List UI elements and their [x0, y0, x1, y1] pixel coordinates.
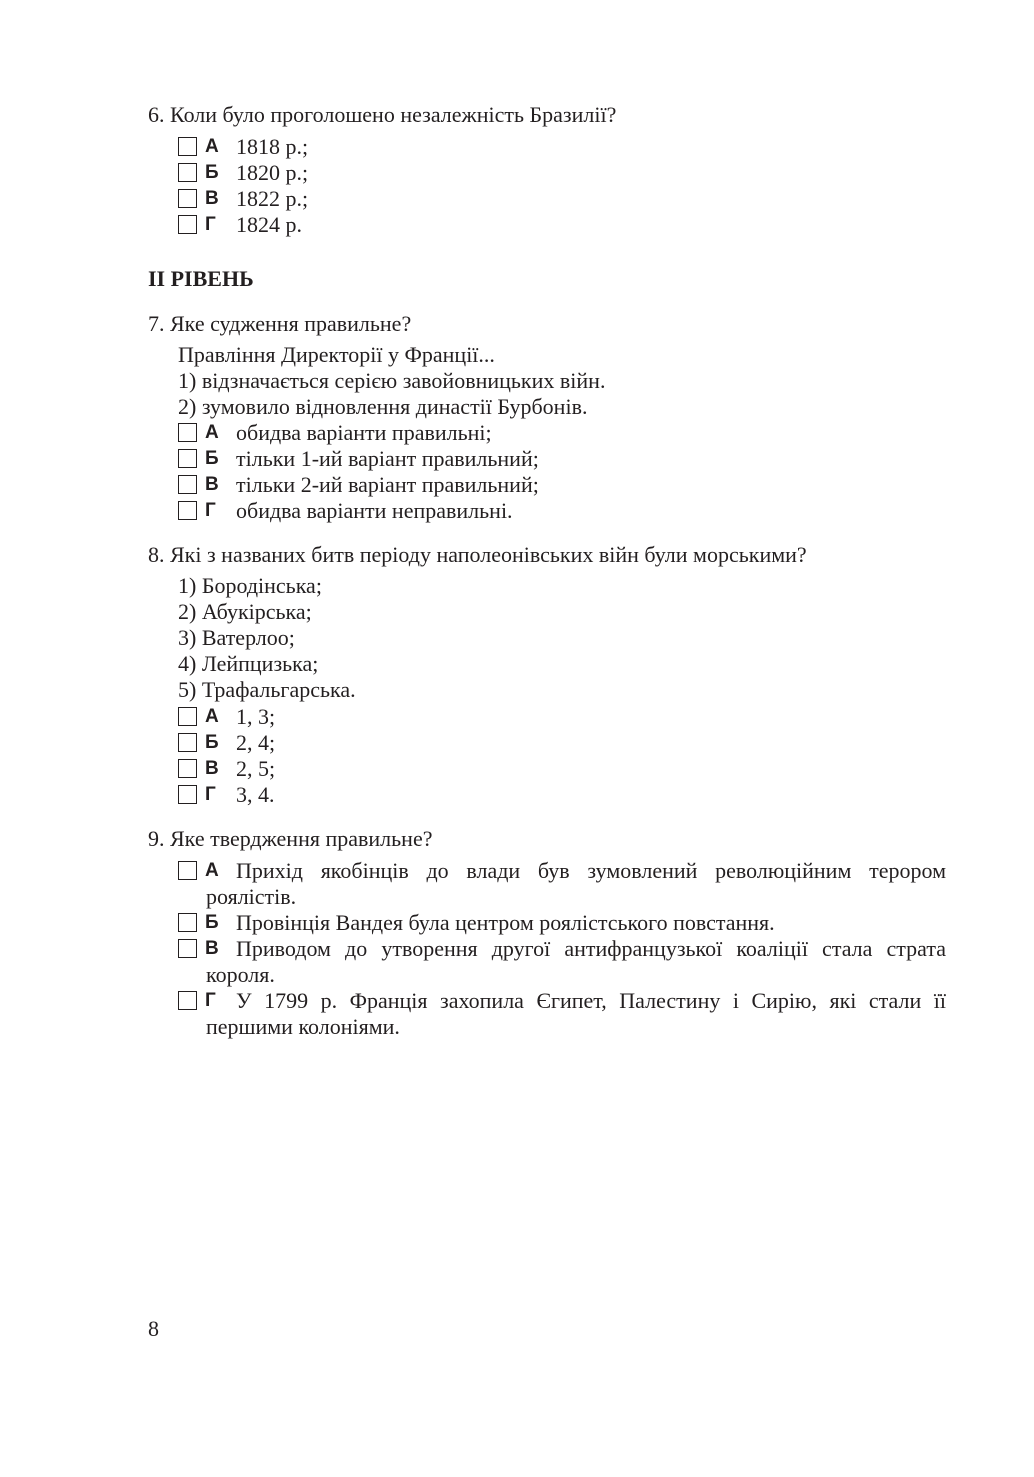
- q8-option-d[interactable]: [178, 782, 946, 808]
- q7-statement-1: 1) відзначається серією завойовницьких війн.: [178, 368, 606, 393]
- q7-option-a[interactable]: [178, 420, 946, 446]
- q8-option-a[interactable]: [178, 704, 946, 730]
- option-letter: Б: [205, 732, 219, 753]
- question-8: 8. Які з названих битв періоду наполеонівських війн були морськими?: [148, 542, 807, 567]
- option-text: 1822 р.;: [236, 186, 309, 211]
- q7-statement-intro: Правління Директорії у Франції...: [178, 342, 495, 367]
- checkbox[interactable]: [178, 475, 197, 494]
- question-6: 6. Коли було проголошено незалежність Бразилії?: [148, 102, 617, 127]
- q7-option-c[interactable]: [178, 472, 946, 498]
- option-text: 1824 р.: [236, 212, 302, 237]
- q9-option-b[interactable]: [178, 910, 946, 936]
- option-text: Приводом до утворення другої антифранцузької коаліції стала страта короля.: [206, 936, 946, 987]
- option-text: 2, 5;: [236, 756, 276, 781]
- option-letter: А: [205, 860, 219, 881]
- checkbox[interactable]: [178, 861, 197, 880]
- option-text: 2, 4;: [236, 730, 276, 755]
- section-title: ІІ РІВЕНЬ: [148, 266, 254, 291]
- checkbox[interactable]: [178, 423, 197, 442]
- checkbox[interactable]: [178, 913, 197, 932]
- q6-option-d[interactable]: [178, 212, 946, 238]
- checkbox[interactable]: [178, 163, 197, 182]
- q6-option-b[interactable]: [178, 160, 946, 186]
- checkbox[interactable]: [178, 707, 197, 726]
- checkbox[interactable]: [178, 215, 197, 234]
- option-text: 1818 р.;: [236, 134, 309, 159]
- q7-statement-2: 2) зумовило відновлення династії Бурбонів.: [178, 394, 588, 419]
- checkbox[interactable]: [178, 991, 197, 1010]
- option-letter: В: [205, 188, 219, 209]
- checkbox[interactable]: [178, 137, 197, 156]
- q7-option-d[interactable]: [178, 498, 946, 524]
- option-letter: А: [205, 422, 219, 443]
- q8-statement-3: 3) Ватерлоо;: [178, 625, 295, 650]
- q8-option-c[interactable]: [178, 756, 946, 782]
- option-letter: В: [205, 474, 219, 495]
- option-text: обидва варіанти правильні;: [236, 420, 492, 445]
- checkbox[interactable]: [178, 449, 197, 468]
- option-letter: Б: [205, 912, 219, 933]
- q8-statement-5: 5) Трафальгарська.: [178, 677, 356, 702]
- q6-option-a[interactable]: [178, 134, 946, 160]
- option-text: 3, 4.: [236, 782, 275, 807]
- q8-option-b[interactable]: [178, 730, 946, 756]
- option-letter: В: [205, 938, 219, 959]
- checkbox[interactable]: [178, 501, 197, 520]
- checkbox[interactable]: [178, 189, 197, 208]
- checkbox[interactable]: [178, 939, 197, 958]
- option-text: 1820 р.;: [236, 160, 309, 185]
- option-letter: Г: [205, 214, 216, 235]
- option-letter: А: [205, 706, 219, 727]
- option-text: У 1799 р. Франція захопила Єгипет, Палестину і Сирію, які стали її першими колоніями.: [206, 988, 946, 1039]
- option-letter: Г: [205, 990, 216, 1011]
- option-text: Прихід якобінців до влади був зумовлений революційним терором роялістів.: [206, 858, 946, 909]
- option-text: тільки 2-ий варіант правильний;: [236, 472, 539, 497]
- page-number: 8: [148, 1316, 159, 1341]
- q7-option-b[interactable]: [178, 446, 946, 472]
- question-9: 9. Яке твердження правильне?: [148, 826, 433, 851]
- checkbox[interactable]: [178, 759, 197, 778]
- q6-option-c[interactable]: [178, 186, 946, 212]
- checkbox[interactable]: [178, 785, 197, 804]
- option-letter: Г: [205, 500, 216, 521]
- q8-statement-1: 1) Бородінська;: [178, 573, 322, 598]
- option-letter: А: [205, 136, 219, 157]
- q9-option-d[interactable]: [178, 988, 946, 1040]
- option-text: обидва варіанти неправильні.: [236, 498, 513, 523]
- q8-statement-4: 4) Лейпцизька;: [178, 651, 319, 676]
- q8-statement-2: 2) Абукірська;: [178, 599, 312, 624]
- option-text: тільки 1-ий варіант правильний;: [236, 446, 539, 471]
- q9-option-c[interactable]: [178, 936, 946, 988]
- option-letter: Б: [205, 448, 219, 469]
- option-text: Провінція Вандея була центром роялістського повстання.: [236, 910, 775, 935]
- option-letter: Б: [205, 162, 219, 183]
- checkbox[interactable]: [178, 733, 197, 752]
- option-text: 1, 3;: [236, 704, 276, 729]
- question-7: 7. Яке судження правильне?: [148, 311, 412, 336]
- option-letter: Г: [205, 784, 216, 805]
- option-letter: В: [205, 758, 219, 779]
- q9-option-a[interactable]: [178, 858, 946, 910]
